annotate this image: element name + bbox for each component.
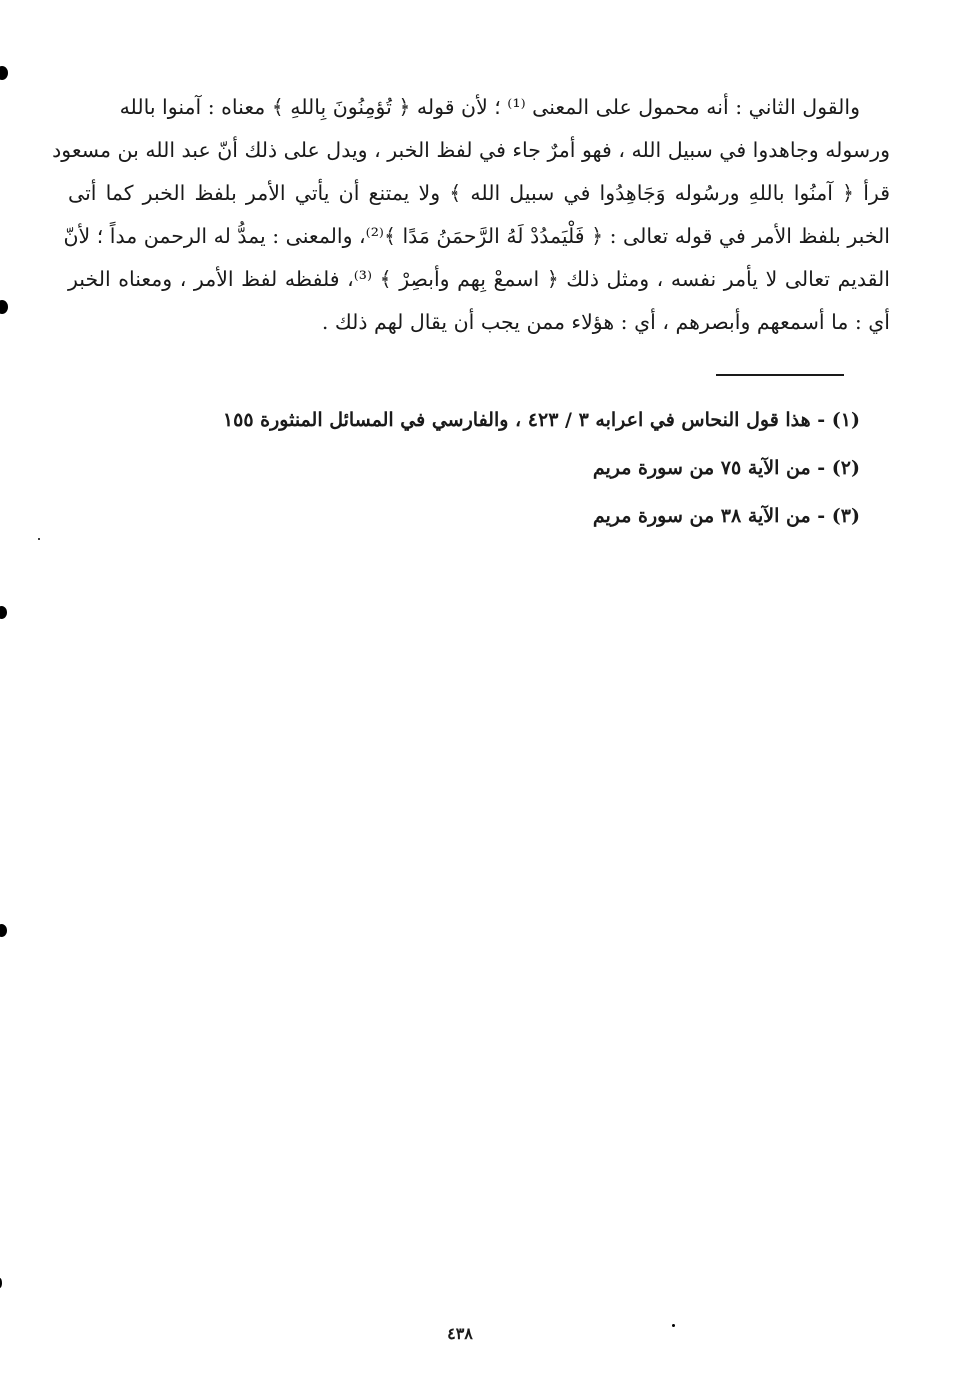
main-paragraph	[52, 86, 890, 344]
footnote-3: (٣) - من الآية ٣٨ من سورة مريم	[592, 505, 860, 527]
footnote-2: (٢) - من الآية ٧٥ من سورة مريم	[592, 457, 860, 479]
paragraph-line-1: والقول الثاني : أنه محمول على المعنى ⁽¹⁾ ؛ لأن قوله ﴿ تُؤمِنُونَ بِاللهِ ﴾ معناه : آمنوا بالله	[119, 95, 860, 119]
scan-speck	[0, 606, 7, 619]
paragraph-line-6: أي : ما أسمعهم وأبصرهم ، أي : هؤلاء ممن يجب أن يقال لهم ذلك .	[321, 310, 890, 334]
paragraph-line-5: القديم تعالى لا يأمر نفسه ، ومثل ذلك ﴿ اسمعْ بِهم وأبصِرْ ﴾ ⁽³⁾، فلفظه لفظ الأمر ، ومعناه الخبر	[68, 267, 890, 291]
scan-speck	[672, 1324, 675, 1327]
scan-speck	[0, 300, 8, 314]
footnotes	[200, 396, 860, 540]
footnote-separator	[716, 374, 844, 376]
scan-speck	[0, 924, 7, 937]
paragraph-line-4: الخبر بلفظ الأمر في قوله تعالى : ﴿ فَلْيَمدُدْ لَهُ الرَّحمَنُ مَدًا ﴾⁽²⁾، والمعنى : يمدُّ له الرحمن مداً ؛ لأنّ	[63, 224, 890, 248]
page-number: ٤٣٨	[447, 1324, 473, 1343]
scan-speck	[0, 1278, 2, 1288]
scan-speck	[38, 538, 40, 540]
paragraph-line-2: ورسوله وجاهدوا في سبيل الله ، فهو أمرٌ جاء في لفظ الخبر ، ويدل على ذلك أنّ عبد الله بن مسعود	[52, 138, 890, 162]
footnote-1: (١) - هذا قول النحاس في اعرابه ٣ / ٤٢٣ ، والفارسي في المسائل المنثورة ١٥٥	[222, 409, 860, 431]
paragraph-line-3: قرأ ﴿ آمنُوا باللهِ ورسُوله وَجَاهِدُوا في سبيل الله ﴾ ولا يمتنع أن يأتي الأمر بلفظ الخبر كما أتى	[68, 181, 890, 205]
scan-speck	[0, 66, 8, 80]
